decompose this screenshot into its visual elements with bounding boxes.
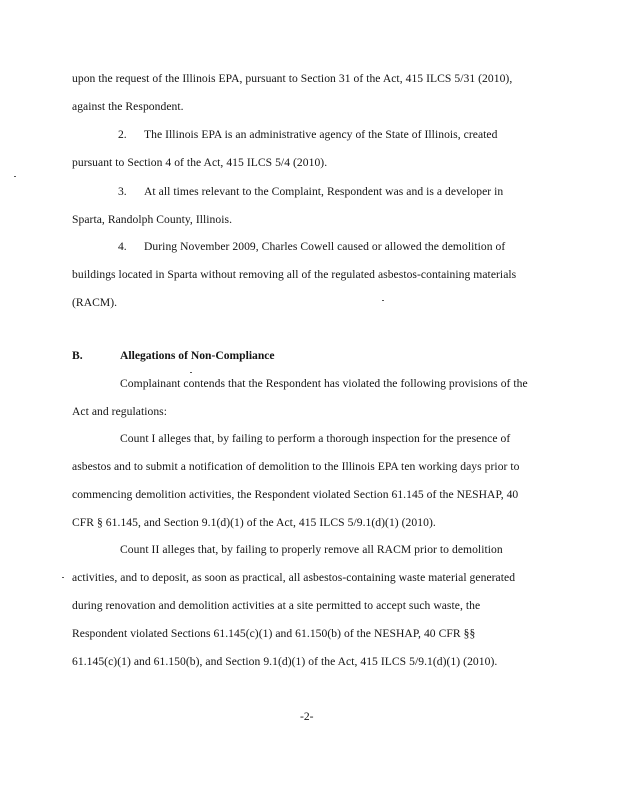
paragraph-1-line-1: upon the request of the Illinois EPA, pursuant to Section 31 of the Act, 415 ILCS 5/31 (2010), <box>72 72 513 85</box>
count-1-line-1: Count I alleges that, by failing to perform a thorough inspection for the presence of <box>120 432 511 445</box>
page-number: -2- <box>300 710 314 723</box>
paragraph-2-line-1: The Illinois EPA is an administrative agency of the State of Illinois, created <box>144 128 498 141</box>
count-1-line-2: asbestos and to submit a notification of demolition to the Illinois EPA ten working days prior to <box>72 460 520 473</box>
paragraph-2-line-2: pursuant to Section 4 of the Act, 415 ILCS 5/4 (2010). <box>72 156 328 169</box>
paragraph-4-line-2: buildings located in Sparta without removing all of the regulated asbestos-containing materials <box>72 268 517 281</box>
section-b-letter: B. <box>72 349 83 362</box>
count-2-line-5: 61.145(c)(1) and 61.150(b), and Section 9.1(d)(1) of the Act, 415 ILCS 5/9.1(d)(1) (2010). <box>72 655 498 668</box>
scan-speck <box>62 577 64 578</box>
paragraph-3-line-1: At all times relevant to the Complaint, Respondent was and is a developer in <box>144 185 504 198</box>
count-2-line-2: activities, and to deposit, as soon as practical, all asbestos-containing waste material generated <box>72 571 516 584</box>
count-2-line-3: during renovation and demolition activities at a site permitted to accept such waste, the <box>72 599 481 612</box>
paragraph-1-line-2: against the Respondent. <box>72 100 184 113</box>
paragraph-4-line-3: (RACM). <box>72 296 118 309</box>
paragraph-3-line-2: Sparta, Randolph County, Illinois. <box>72 213 233 226</box>
scan-speck <box>190 372 192 373</box>
section-b-title: Allegations of Non-Compliance <box>120 349 275 362</box>
paragraph-2-number: 2. <box>118 128 127 141</box>
count-2-line-4: Respondent violated Sections 61.145(c)(1) and 61.150(b) of the NESHAP, 40 CFR §§ <box>72 627 476 640</box>
count-1-line-4: CFR § 61.145, and Section 9.1(d)(1) of the Act, 415 ILCS 5/9.1(d)(1) (2010). <box>72 516 436 529</box>
section-b-intro-line-2: Act and regulations: <box>72 405 168 418</box>
paragraph-4-number: 4. <box>118 240 127 253</box>
count-1-line-3: commencing demolition activities, the Respondent violated Section 61.145 of the NESHAP, 40 <box>72 488 519 501</box>
scan-speck <box>382 300 384 301</box>
paragraph-3-number: 3. <box>118 185 127 198</box>
paragraph-4-line-1: During November 2009, Charles Cowell caused or allowed the demolition of <box>144 240 506 253</box>
count-2-line-1: Count II alleges that, by failing to properly remove all RACM prior to demolition <box>120 543 503 556</box>
section-b-intro-line-1: Complainant contends that the Respondent has violated the following provisions of the <box>120 377 528 390</box>
scan-speck <box>14 176 16 177</box>
